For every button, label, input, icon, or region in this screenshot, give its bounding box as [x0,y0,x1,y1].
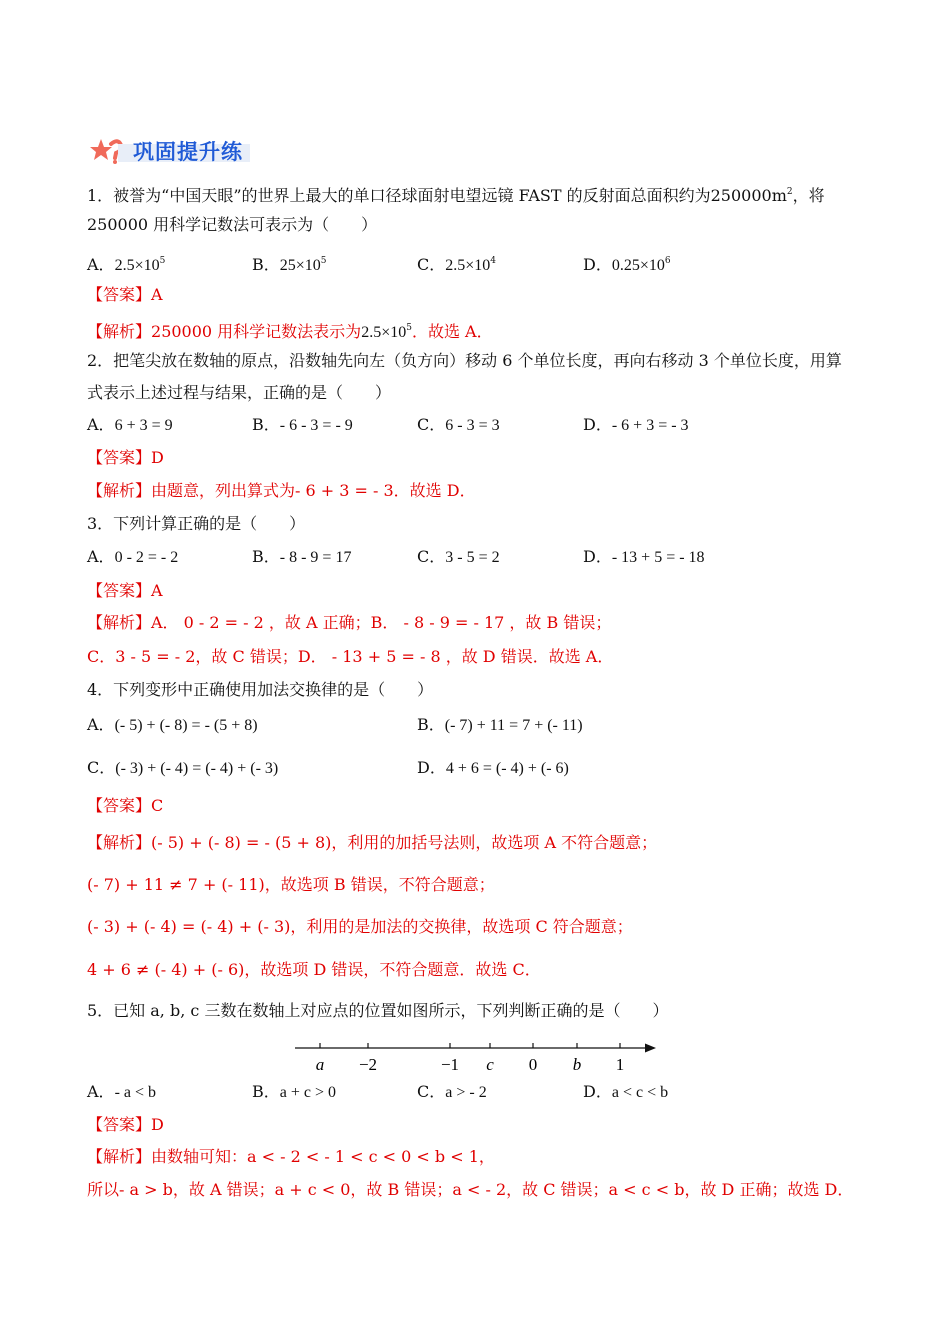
q3-option-a: A．0 - 2 = - 2 [87,547,179,566]
label-minus-2: −2 [358,1055,378,1074]
q2-stem-line2: 式表示上述过程与结果，正确的是（ ） [87,383,392,402]
q2-option-c: C．6 - 3 = 3 [417,415,500,434]
q4-stem: 4．下列变形中正确使用加法交换律的是（ ） [87,680,434,699]
q2-option-d: D．- 6 + 3 = - 3 [583,415,689,434]
q4-answer: 【答案】C [87,796,164,815]
q1-stem-line1: 1．被誉为“中国天眼”的世界上最大的单口径球面射电望远镜 FAST 的反射面总面积约为$250000m^2$，将 [87,186,825,205]
q4-analysis-line2: (- 7) + 11 ≠ 7 + (- 11)，故选项 B 错误，不符合题意； [87,875,495,894]
section-title: 巩固提升练 [133,140,243,164]
q5-analysis-line1: 【解析】由数轴可知：a < - 2 < - 1 < c < 0 < b < 1， [87,1147,495,1166]
label-minus-1: −1 [440,1055,460,1074]
label-1: 1 [615,1055,625,1074]
q5-stem: 5．已知 a, b, c 三数在数轴上对应点的位置如图所示，下列判断正确的是（ ） [87,1001,669,1020]
q1-option-c: C．$2.5\times 10^4$ [417,255,497,274]
q3-stem: 3．下列计算正确的是（ ） [87,514,306,533]
q1-answer: 【答案】A [87,285,163,304]
q3-option-c: C．3 - 5 = 2 [417,547,500,566]
label-b: b [572,1055,582,1074]
q5-option-c: C．a > - 2 [417,1082,487,1101]
axis-arrow-icon [645,1044,656,1053]
q4-option-d: D．4 + 6 = (- 4) + (- 6) [417,758,569,777]
q2-analysis: 【解析】由题意，列出算式为- 6 + 3 = - 3．故选 D． [87,481,476,500]
q5-analysis-line2: 所以- a > b，故 A 错误；a + c < 0，故 B 错误；a < - 2，故 C 错误；a < c < b，故 D 正确；故选 D． [87,1180,854,1199]
q4-analysis-line3: (- 3) + (- 4) = (- 4) + (- 3)，利用的是加法的交换律，故选项 C 符合题意； [87,917,633,936]
q3-analysis-line2: C．3 - 5 = - 2，故 C 错误；D． - 13 + 5 = - 8 ，故 D 错误．故选 A． [87,647,614,666]
label-c: c [486,1055,494,1074]
q1-option-d: D．$0.25\times 10^6$ [583,255,671,274]
q3-option-d: D．- 13 + 5 = - 18 [583,547,705,566]
q1-option-b: B．$25\times 10^5$ [252,255,327,274]
q5-answer: 【答案】D [87,1115,164,1134]
q3-answer: 【答案】A [87,581,163,600]
label-0: 0 [528,1055,538,1074]
q4-analysis-line1: 【解析】(- 5) + (- 8) = - (5 + 8)，利用的加括号法则，故选项 A 不符合题意； [87,833,658,852]
q3-analysis-line1: 【解析】A． 0 - 2 = - 2 ，故 A 正确；B． - 8 - 9 = - 17 ，故 B 错误； [87,613,612,632]
q4-option-a: A．(- 5) + (- 8) = - (5 + 8) [87,715,258,734]
q4-analysis-line4: 4 + 6 ≠ (- 4) + (- 6)，故选项 D 错误，不符合题意．故选 C． [87,960,541,979]
q3-option-b: B．- 8 - 9 = 17 [252,547,352,566]
q2-option-a: A．6 + 3 = 9 [87,415,173,434]
q4-option-b: B．(- 7) + 11 = 7 + (- 11) [417,715,583,734]
q2-answer: 【答案】D [87,448,164,467]
q5-option-d: D．a < c < b [583,1082,669,1101]
number-line-figure [290,1030,660,1075]
q5-option-b: B．a + c > 0 [252,1082,337,1101]
q5-option-a: A．- a < b [87,1082,157,1101]
label-a: a [315,1055,325,1074]
q4-option-c: C．(- 3) + (- 4) = (- 4) + (- 3) [87,758,279,777]
q1-option-a: A．$2.5\times 10^5$ [87,255,166,274]
q1-analysis: 【解析】250000 用科学记数法表示为$2.5\times 10^5$．故选 A． [87,322,493,341]
q1-stem-line2: 250000 用科学记数法可表示为（ ） [87,215,378,234]
q2-option-b: B．- 6 - 3 = - 9 [252,415,353,434]
q2-stem-line1: 2．把笔尖放在数轴的原点，沿数轴先向左（负方向）移动 6 个单位长度，再向右移动 3 个单位长度，用算 [87,351,842,370]
